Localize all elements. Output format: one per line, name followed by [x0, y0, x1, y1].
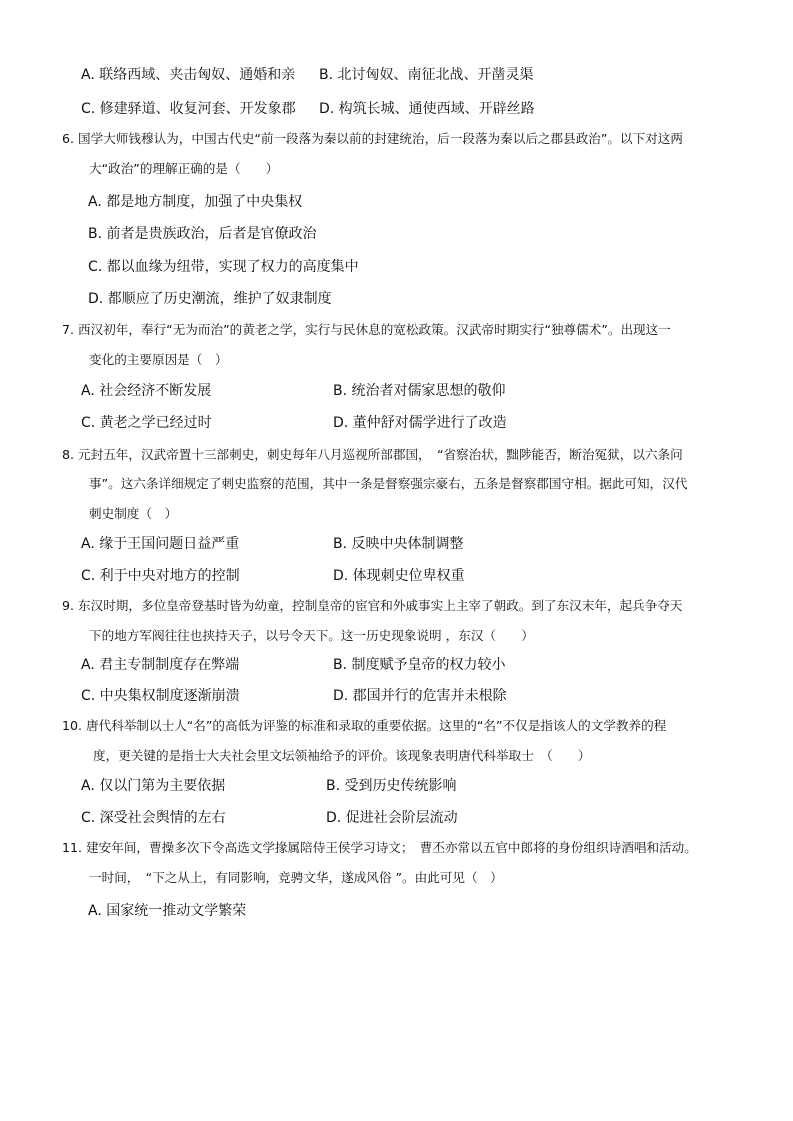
q11-stem-line2: 一时间， “下之从上，有同影响，竞骋文华，遂成风俗 ”。由此可见（ ）	[89, 870, 503, 885]
q8-stem-line3: 刺史制度（ ）	[89, 506, 178, 521]
q6-stem-line2: 大“政治”的理解正确的是（ ）	[89, 161, 279, 176]
q11-stem-line1: 11. 建安年间，曹操多次下令高选文学掾属陪侍王侯学习诗文； 曹丕亦常以五官中郎将的身份组织诗酒唱和活动。	[62, 840, 697, 855]
q9-stem-line2: 下的地方军阀往往也挟持天子，以号令天下。这一历史现象说明 ，东汉（ ）	[89, 628, 534, 643]
q10-stem-line1: 10. 唐代科举制以士人“名”的高低为评鉴的标准和录取的重要依据。这里的“名”不仅是指该人的文学教养的程	[62, 718, 667, 733]
q10-stem-line2: 度，更关键的是指士大夫社会里文坛领袖给予的评价。该现象表明唐代科举取士 （ ）	[93, 748, 591, 763]
q6-option-b[interactable]: B. 前者是贵族政治，后者是官僚政治	[88, 226, 317, 242]
q9-option-c[interactable]: C. 中央集权制度逐渐崩溃	[81, 688, 240, 704]
q8-option-a[interactable]: A. 缘于王国问题日益严重	[81, 536, 240, 552]
q10-option-d[interactable]: D. 促进社会阶层流动	[326, 810, 458, 826]
q5-option-a[interactable]: A. 联络西域、夹击匈奴、通婚和亲	[81, 67, 296, 83]
q9-option-b[interactable]: B. 制度赋予皇帝的权力较小	[333, 657, 506, 673]
q5-option-c[interactable]: C. 修建驿道、收复河套、开发象郡	[81, 101, 296, 117]
q7-stem-line1: 7. 西汉初年，奉行“无为而治”的黄老之学，实行与民休息的宽松政策。汉武帝时期实行“独尊儒术”。出现这一	[62, 322, 671, 337]
q7-stem-line2: 变化的主要原因是（ ）	[89, 352, 228, 367]
q7-option-b[interactable]: B. 统治者对儒家思想的敬仰	[333, 383, 506, 399]
q9-option-d[interactable]: D. 郡国并行的危害并未根除	[333, 688, 507, 704]
q6-option-a[interactable]: A. 都是地方制度，加强了中央集权	[88, 194, 303, 210]
q7-option-c[interactable]: C. 黄老之学已经过时	[81, 415, 212, 431]
q10-option-c[interactable]: C. 深受社会舆情的左右	[81, 810, 226, 826]
q8-option-d[interactable]: D. 体现刺史位卑权重	[333, 568, 465, 584]
q8-option-b[interactable]: B. 反映中央体制调整	[333, 536, 464, 552]
q9-option-a[interactable]: A. 君主专制制度存在弊端	[81, 657, 240, 673]
q6-stem-line1: 6. 国学大师钱穆认为，中国古代史“前一段落为秦以前的封建统治，后一段落为秦以后之郡县政治”。以下对这两	[62, 131, 683, 146]
q10-option-a[interactable]: A. 仅以门第为主要依据	[81, 778, 226, 794]
q10-option-b[interactable]: B. 受到历史传统影响	[326, 778, 457, 794]
q8-stem-line2: 事”。这六条详细规定了刺史监察的范围，其中一条是督察强宗豪右，五条是督察郡国守相。据此可知，汉代	[89, 476, 688, 491]
q8-option-c[interactable]: C. 利于中央对地方的控制	[81, 568, 240, 584]
q8-stem-line1: 8. 元封五年，汉武帝置十三部刺史，刺史每年八月巡视所部郡国， “省察治状，黜陟能否，断治冤狱，以六条问	[62, 447, 683, 462]
q11-option-a[interactable]: A. 国家统一推动文学繁荣	[88, 903, 247, 919]
q6-option-d[interactable]: D. 都顺应了历史潮流，维护了奴隶制度	[88, 291, 332, 307]
q7-option-a[interactable]: A. 社会经济不断发展	[81, 383, 212, 399]
q7-option-d[interactable]: D. 董仲舒对儒学进行了改造	[333, 415, 507, 431]
q5-option-d[interactable]: D. 构筑长城、通使西域、开辟丝路	[319, 101, 535, 117]
q9-stem-line1: 9. 东汉时期，多位皇帝登基时皆为幼童，控制皇帝的宦官和外戚事实上主宰了朝政。到了东汉末年，起兵争夺天	[62, 598, 683, 613]
q5-option-b[interactable]: B. 北讨匈奴、南征北战、开凿灵渠	[319, 67, 534, 83]
q6-option-c[interactable]: C. 都以血缘为纽带，实现了权力的高度集中	[88, 259, 359, 275]
